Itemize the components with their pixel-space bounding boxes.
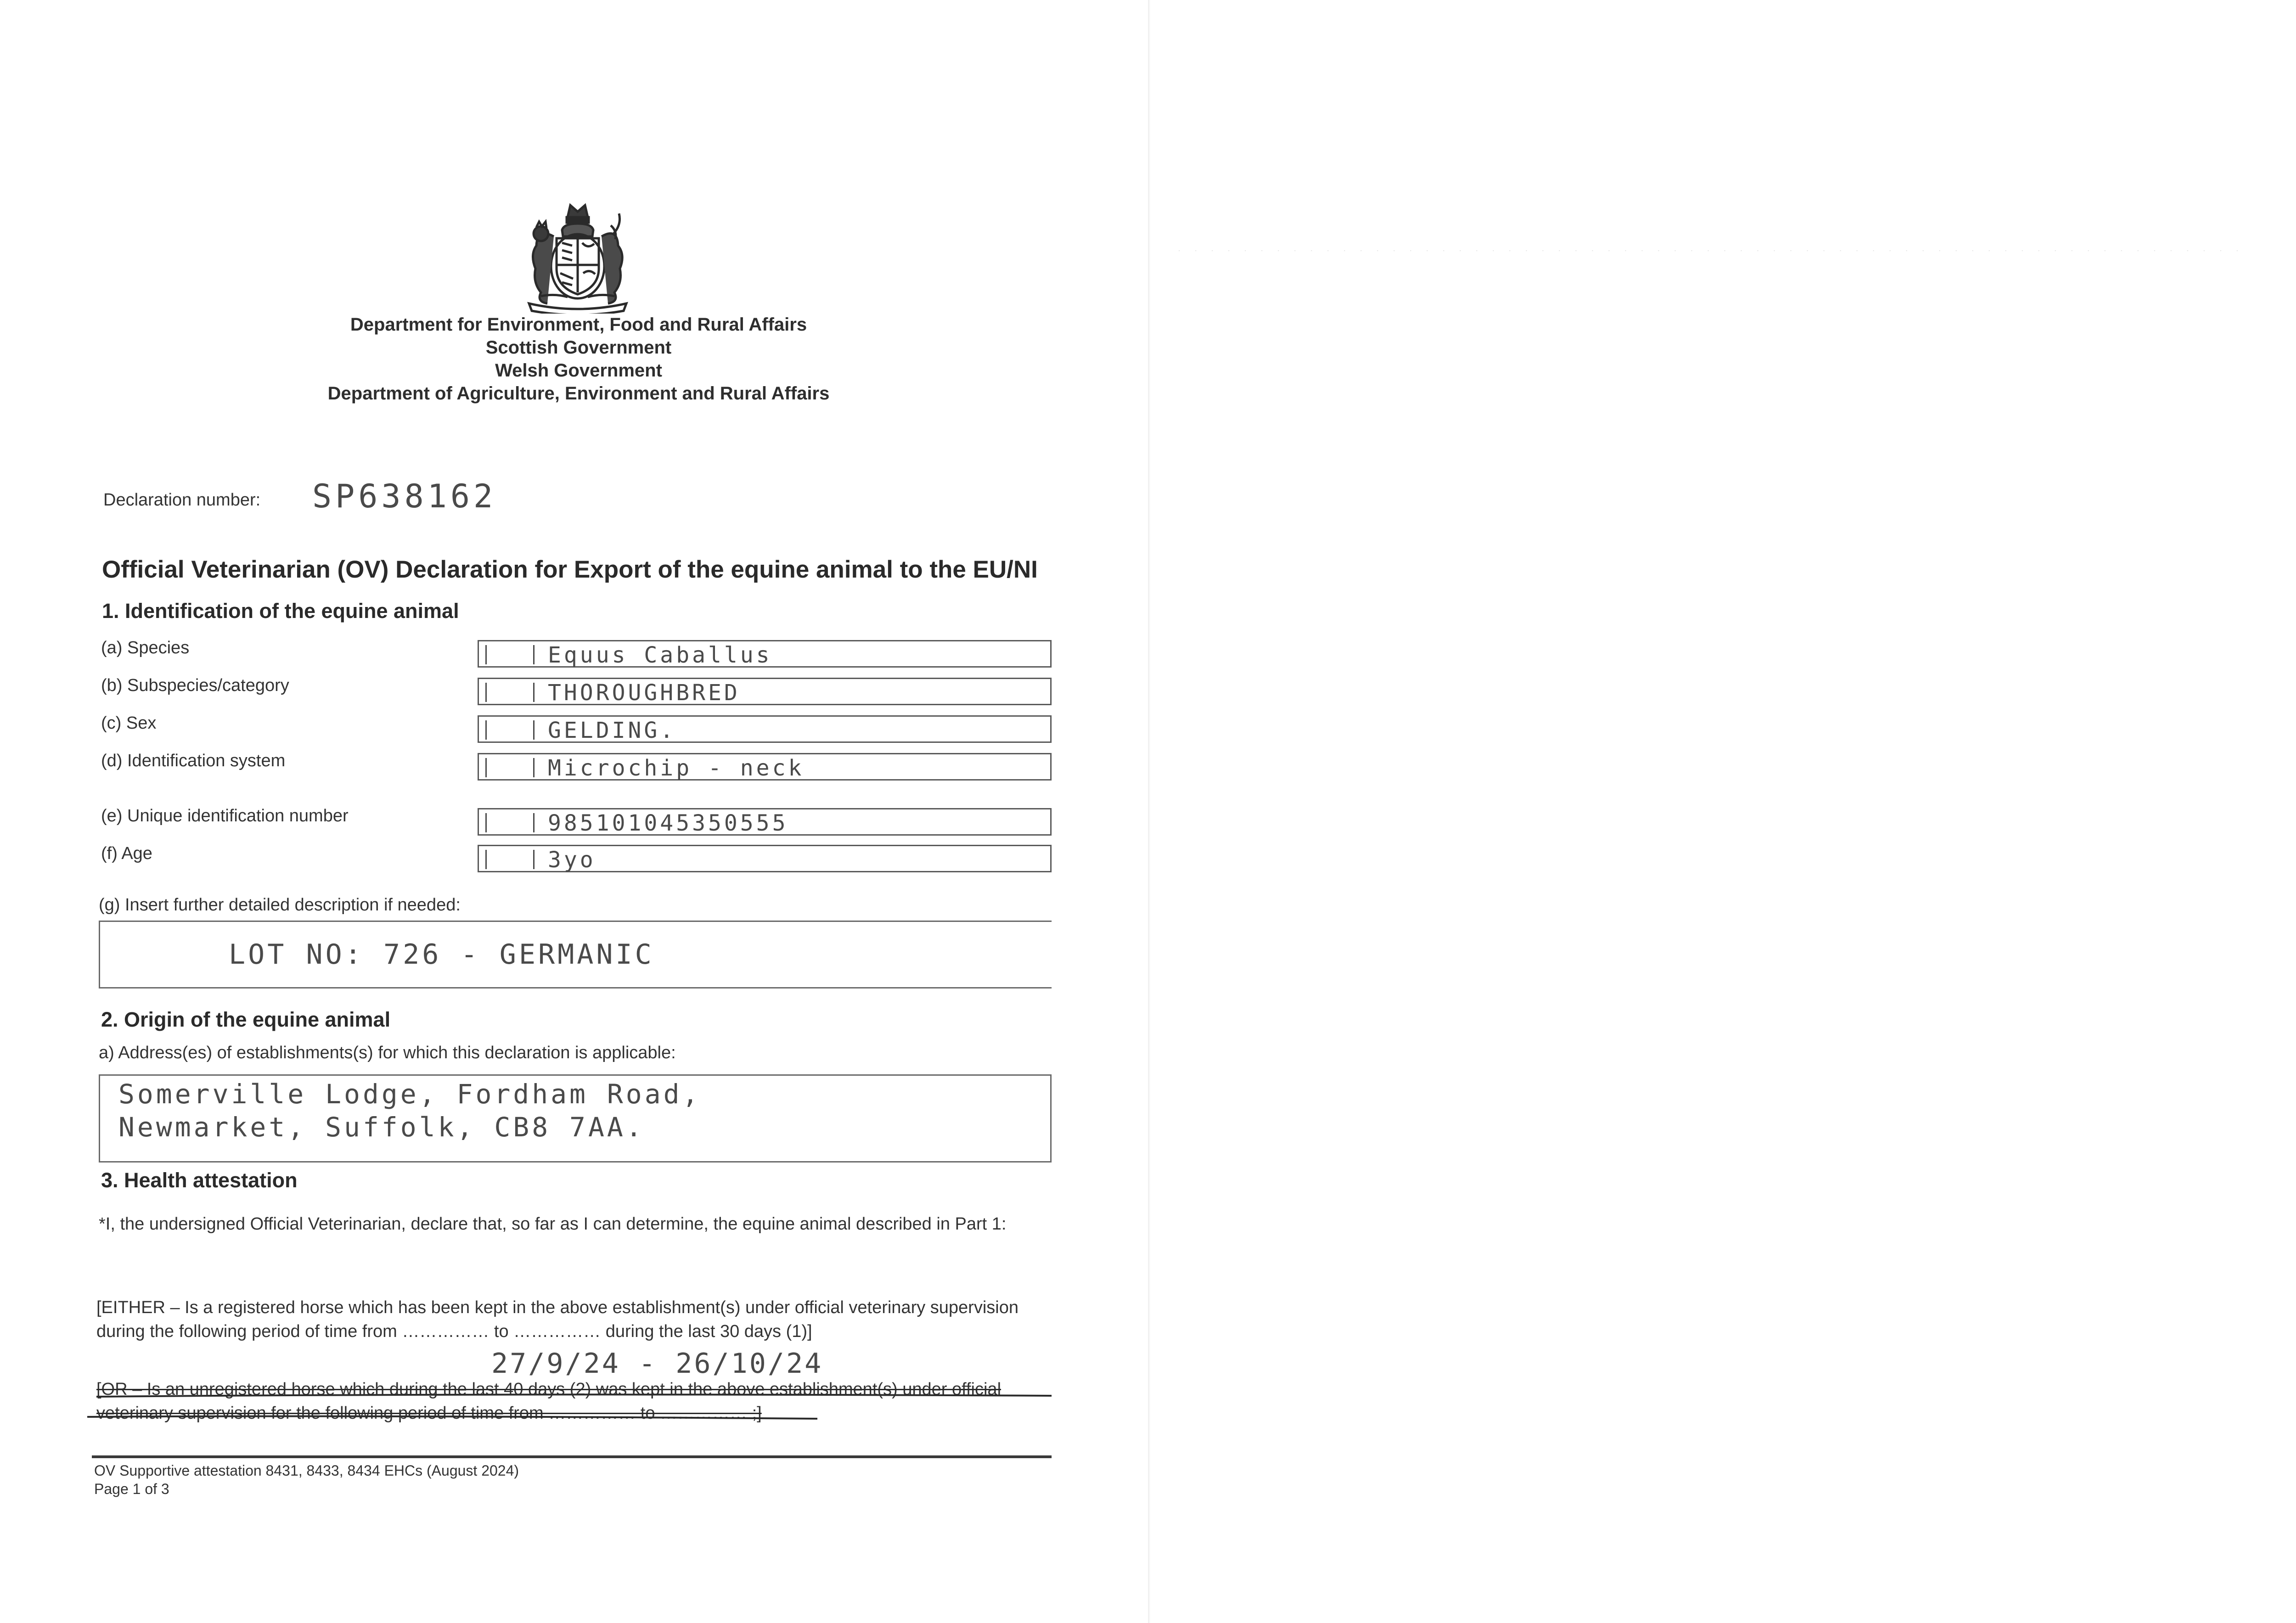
identification-system-value: Microchip - neck (548, 755, 805, 781)
declaration-number-value: SP638162 (312, 477, 497, 515)
age-value: 3yo (548, 847, 596, 873)
further-description-label: (g) Insert further detailed description if needed: (99, 895, 461, 915)
address-line-1: Somerville Lodge, Fordham Road, (118, 1078, 701, 1110)
department-daera: Department of Agriculture, Environment and Rural Affairs (327, 383, 830, 404)
page-title: Official Veterinarian (OV) Declaration for Export of the equine animal to the EU/NI (102, 556, 1038, 583)
identification-system-label: (d) Identification system (101, 751, 286, 770)
further-description-value: LOT NO: 726 - GERMANIC (229, 938, 654, 971)
footer-attestation: OV Supportive attestation 8431, 8433, 8434 EHCs (August 2024) (94, 1462, 519, 1479)
declaration-number-label: Declaration number: (103, 490, 261, 510)
identification-system-field (478, 753, 1052, 781)
address-box (99, 1074, 1052, 1162)
department-scottish-government: Scottish Government (485, 337, 672, 358)
footer-page-number: Page 1 of 3 (94, 1481, 169, 1497)
sex-value: GELDING. (548, 718, 676, 743)
unique-id-field (478, 808, 1052, 836)
species-field (478, 640, 1052, 668)
section-2-heading: 2. Origin of the equine animal (101, 1008, 391, 1031)
health-intro-text: *I, the undersigned Official Veterinarian, declare that, so far as I can determine, the equine animal described in Part 1: (99, 1214, 1007, 1234)
handwritten-dates: 27/9/24 - 26/10/24 (491, 1348, 823, 1380)
age-label: (f) Age (101, 844, 152, 863)
department-welsh-government: Welsh Government (495, 360, 662, 381)
species-label: (a) Species (101, 638, 190, 657)
unique-id-value: 985101045350555 (548, 810, 788, 836)
subspecies-label: (b) Subspecies/category (101, 676, 289, 695)
section-3-heading: 3. Health attestation (101, 1168, 298, 1192)
sex-label: (c) Sex (101, 713, 157, 733)
either-clause-text: [EITHER – Is a registered horse which has been kept in the above establishment(s) under official veterinary supervision during the following period of time from …………… to …………… during the last 30 days (1)] (96, 1298, 1019, 1341)
royal-coat-of-arms-icon (509, 195, 647, 314)
department-defra: Department for Environment, Food and Rural Affairs (350, 314, 807, 335)
scan-artifact-dots (1171, 250, 2250, 251)
further-description-box (99, 921, 1052, 988)
document-page-right-blank (1151, 0, 2296, 1623)
sex-field (478, 715, 1052, 743)
address-line-2: Newmarket, Suffolk, CB8 7AA. (118, 1112, 645, 1143)
address-label: a) Address(es) of establishments(s) for which this declaration is applicable: (99, 1043, 676, 1062)
footer-rule (92, 1455, 1052, 1458)
subspecies-field (478, 678, 1052, 705)
subspecies-value: THOROUGHBRED (548, 680, 740, 706)
or-clause-text-struck: [OR – Is an unregistered horse which during the last 40 days (2) was kept in the above establishment(s) under official veterinary supervision for the following period of time from …………… to …………… ;] (96, 1380, 1002, 1423)
strike-through-pen-lines (83, 1382, 1065, 1423)
unique-id-label: (e) Unique identification number (101, 806, 349, 826)
age-field (478, 845, 1052, 872)
section-1-heading: 1. Identification of the equine animal (102, 599, 459, 623)
species-value: Equus Caballus (548, 642, 772, 668)
